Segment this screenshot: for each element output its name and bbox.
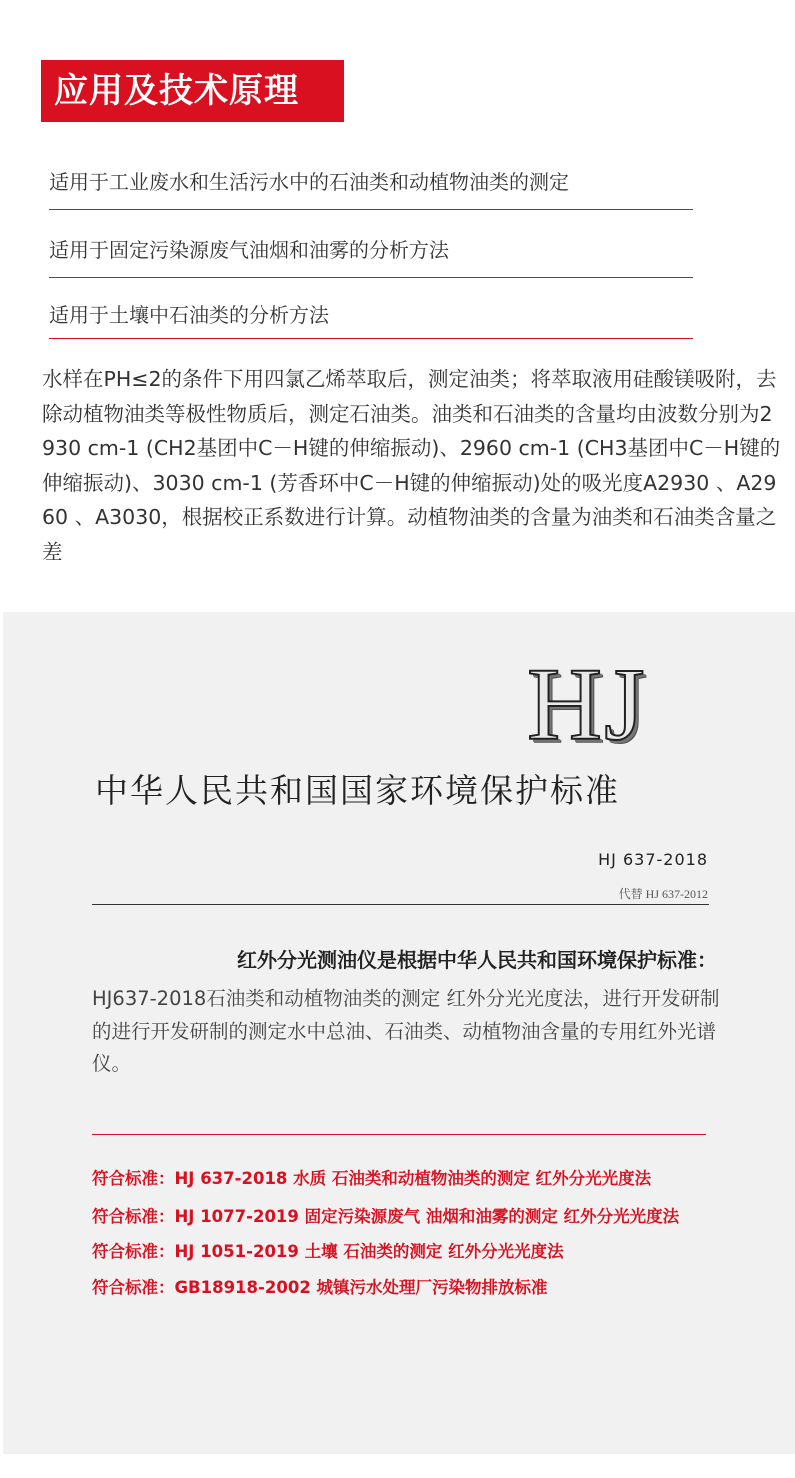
divider [92, 1134, 706, 1135]
standard-replaces: 代替 HJ 637-2012 [618, 887, 708, 901]
standard-organization: 中华人民共和国国家环境保护标准 [95, 774, 620, 810]
application-item-wastewater: 适用于工业废水和生活污水中的石油类和动植物油类的测定 [49, 166, 693, 210]
application-item-soil: 适用于土壤中石油类的分析方法 [49, 299, 693, 339]
compliance-item: 符合标准：GB18918-2002 城镇污水处理厂污染物排放标准 [92, 1278, 548, 1297]
basis-heading: 红外分光测油仪是根据中华人民共和国环境保护标准： [237, 948, 717, 972]
compliance-item: 符合标准：HJ 1077-2019 固定污染源废气 油烟和油雾的测定 红外分光光度法 [92, 1207, 680, 1226]
hj-logo: HJ [527, 647, 647, 762]
application-item-exhaust-gas: 适用于固定污染源废气油烟和油雾的分析方法 [49, 234, 693, 278]
basis-text: HJ637-2018石油类和动植物油类的测定 红外分光光度法，进行开发研制的进行开发研制的测定水中总油、石油类、动植物油含量的专用红外光谱仪。 [92, 987, 720, 1075]
compliance-item: 符合标准：HJ 1051-2019 土壤 石油类的测定 红外分光光度法 [92, 1242, 564, 1261]
principle-description: 水样在PH≤2的条件下用四氯乙烯萃取后，测定油类；将萃取液用硅酸镁吸附，去除动植物油类等极性物质后，测定石油类。油类和石油类的含量均由波数分别为2930 cm-1 (CH2基团中C－H键的伸缩振动)、2960 cm-1 (CH3基团中C－H键的伸缩振动)、3030 cm-1 (芳香环中C－H键的伸缩振动)处的吸光度A2930 、A2960 、A3030，根据校正系数进行计算。动植物油类的含量为油类和石油类含量之差 [42, 367, 781, 564]
divider [92, 904, 709, 905]
section-title: 应用及技术原理 [41, 60, 344, 122]
standard-code: HJ 637-2018 [598, 850, 708, 869]
compliance-item: 符合标准：HJ 637-2018 水质 石油类和动植物油类的测定 红外分光光度法 [92, 1169, 652, 1188]
